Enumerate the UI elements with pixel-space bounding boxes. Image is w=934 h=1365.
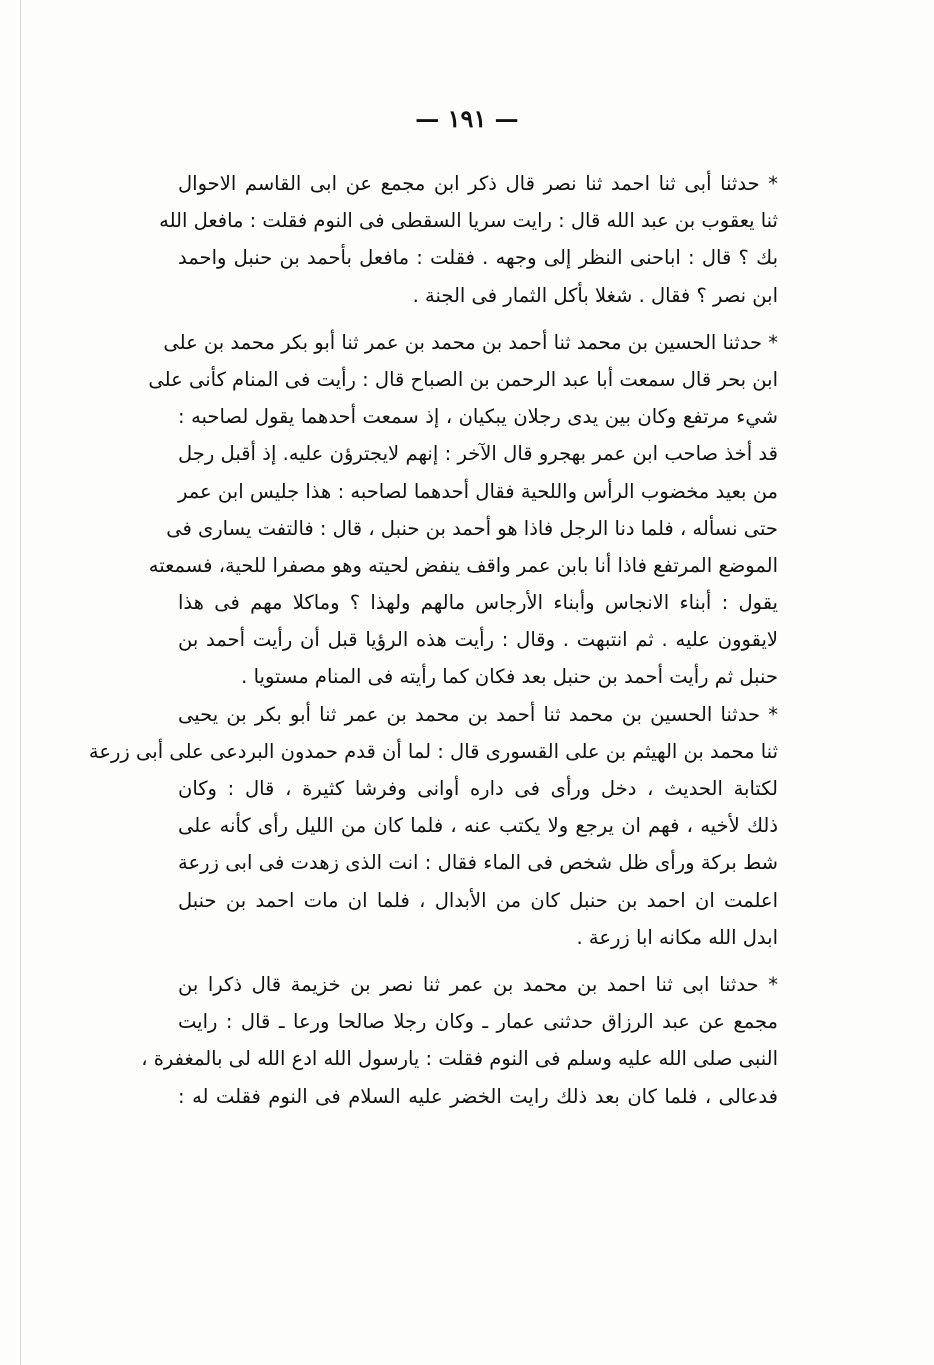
text-line: النبى صلى الله عليه وسلم فى النوم فقلت : يارسول الله ادع الله لى بالمغفرة ، bbox=[141, 1047, 778, 1071]
text-line: الموضع المرتفع فاذا أنا بابن عمر واقف ينفض لحيته وهو مصفرا للحية، فسمعته bbox=[148, 553, 778, 577]
body-text bbox=[88, 165, 778, 1115]
text-line: مجمع عن عبد الرزاق حدثنى عمار ـ وكان رجلا صالحا ورعا ـ قال : رايت bbox=[178, 1010, 778, 1034]
text-line: حتى نسأله ، فلما دنا الرجل فاذا هو أحمد بن حنبل ، قال : فالتفت يسارى فى bbox=[166, 516, 778, 540]
paragraph-2 bbox=[148, 324, 778, 696]
paragraph-3 bbox=[88, 696, 778, 956]
scan-edge-line bbox=[20, 0, 21, 1365]
text-line: ابن نصر ؟ فقال . شغلا بأكل الثمار فى الجنة . bbox=[412, 283, 778, 307]
text-line: يقول : أبناء الانجاس وأبناء الأرجاس مالهم ولهذا ؟ وماكلا مهم فى هذا bbox=[178, 591, 778, 615]
text-line: من بعيد مخضوب الرأس واللحية فقال أحدهما لصاحبه : هذا جليس ابن عمر bbox=[178, 479, 778, 503]
text-line: اعلمت ان احمد بن حنبل كان من الأبدال ، فلما ان مات احمد بن حنبل bbox=[178, 888, 778, 912]
text-line: لكتابة الحديث ، دخل ورأى فى داره أوانى وفرشا كثيرة ، قال : وكان bbox=[178, 777, 778, 800]
text-line: * حدثنا الحسين بن محمد ثنا أحمد بن محمد بن عمر ثنا أبو بكر بن يحيى bbox=[178, 702, 778, 726]
text-line: ثنا يعقوب بن عبد الله قال : رايت سريا السقطى فى النوم فقلت : مافعل الله bbox=[159, 209, 778, 233]
text-line: شيء مرتفع وكان بين يدى رجلان يبكيان ، إذ سمعت أحدهما يقول لصاحبه : bbox=[178, 405, 778, 429]
paragraph-4 bbox=[141, 966, 778, 1115]
text-line: * حدثنا أبى ثنا احمد ثنا نصر قال ذكر ابن مجمع عن ابى القاسم الاحوال bbox=[178, 172, 778, 195]
text-line: لايقوون عليه . ثم انتبهت . وقال : رأيت هذه الرؤيا قبل أن رأيت أحمد بن bbox=[178, 628, 778, 652]
text-line: بك ؟ قال : اباحنى النظر إلى وجهه . فقلت : مافعل بأحمد بن حنبل واحمد bbox=[178, 246, 778, 270]
text-line: * حدثنا الحسين بن محمد ثنا أحمد بن محمد بن عمر ثنا أبو بكر محمد بن على bbox=[163, 330, 778, 354]
text-line: شط بركة ورأى ظل شخص فى الماء فقال : انت الذى زهدت فى ابى زرعة bbox=[178, 851, 778, 875]
text-line: ابن بحر قال سمعت أبا عبد الرحمن بن الصباح قال : رأيت فى المنام كأنى على bbox=[148, 367, 778, 391]
page-number: — ١٩١ — bbox=[415, 104, 519, 133]
text-line: ذلك لأخيه ، فهم ان يرجع ولا يكتب عنه ، فلما كان من الليل رأى كأنه على bbox=[178, 814, 778, 838]
paragraph-1 bbox=[159, 165, 778, 314]
text-line: ابدل الله مكانه ابا زرعة . bbox=[576, 925, 778, 949]
text-line: فدعالى ، فلما كان بعد ذلك رايت الخضر عليه السلام فى النوم فقلت له : bbox=[178, 1084, 778, 1108]
text-line: قد أخذ صاحب ابن عمر بهجرو قال الآخر : إنهم لايجترؤن عليه. إذ أقبل رجل bbox=[178, 442, 778, 466]
text-line: حنبل ثم رأيت أحمد بن حنبل بعد فكان كما رأيته فى المنام مستويا . bbox=[241, 665, 778, 689]
text-line: * حدثنا ابى ثنا احمد بن محمد بن عمر ثنا نصر بن خزيمة قال ذكرا بن bbox=[178, 972, 778, 996]
text-line: ثنا محمد بن الهيثم بن على القسورى قال : لما أن قدم حمدون البردعى على أبى زرعة bbox=[88, 739, 778, 763]
